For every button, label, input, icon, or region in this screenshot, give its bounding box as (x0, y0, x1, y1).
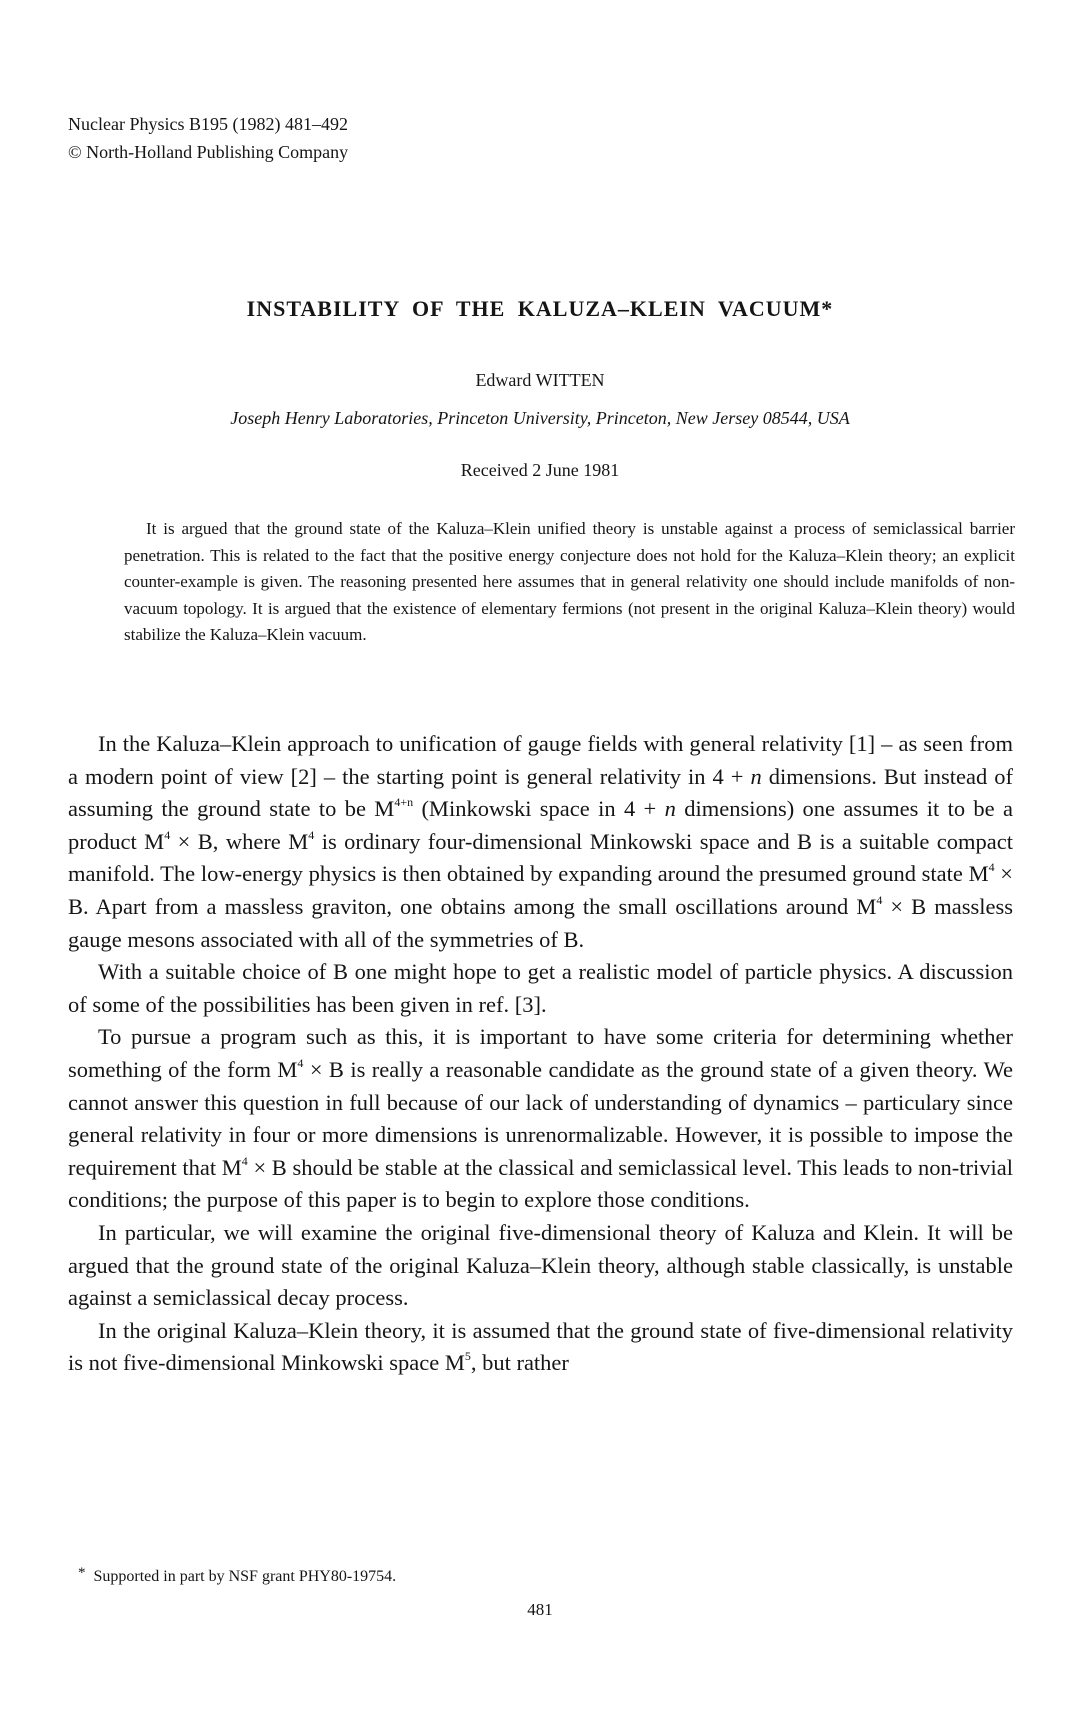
author-name: Edward WITTEN (475, 370, 605, 390)
footnote (78, 1565, 397, 1586)
received-date: Received 2 June 1981 (460, 460, 620, 480)
publisher-line: © North-Holland Publishing Company (68, 142, 349, 162)
footnote-text: Supported in part by NSF grant PHY80-19754. (93, 1568, 397, 1585)
paragraph-2: With a suitable choice of B one might hope to get a realistic model of particle physics. A discussion of some of the possibilities has been given in ref. [3]. (68, 959, 1013, 1017)
body-text (68, 728, 1013, 1380)
footnote-marker: * (78, 1565, 86, 1581)
paragraph-5: In the original Kaluza–Klein theory, it is assumed that the ground state of five-dimensional relativity is not five-dimensional Minkowski space $M^5$, but rather (68, 1317, 1013, 1376)
journal-line: Nuclear Physics B195 (1982) 481–492 (68, 114, 348, 134)
abstract: It is argued that the ground state of the Kaluza–Klein unified theory is unstable against a process of semiclassical barrier penetration. This is related to the fact that the positive energy conjecture does not hold for the Kaluza–Klein theory; an explicit counter-example is given. The reasoning presented here assumes that in general relativity one should include manifolds of non-vacuum topology. It is argued that the existence of elementary fermions (not present in the original Kaluza–Klein theory) would stabilize the Kaluza–Klein vacuum. (124, 519, 1015, 644)
paper-title: INSTABILITY OF THE KALUZA–KLEIN VACUUM* (246, 296, 834, 321)
page-number: 481 (527, 1600, 553, 1619)
paragraph-3: To pursue a program such as this, it is important to have some criteria for determining whether something of the form $M^4 \times B$ is really a reasonable candidate as the ground state of a given theory. We cannot answer this question in full because of our lack of understanding of dynamics – particulary since general relativity in four or more dimensions is unrenormalizable. However, it is possible to impose the requirement that $M^4 \times B$ should be stable at the classical and semiclassical level. This leads to non-trivial conditions; the purpose of this paper is to begin to explore those conditions. (68, 1024, 1013, 1213)
paragraph-1: In the Kaluza–Klein approach to unification of gauge fields with general relativity [1] – as seen from a modern point of view [2] – the starting point is general relativity in 4 + n dimensions. But instead of assuming the ground state to be $M^{4+n}$ (Minkowski space in 4 + n dimensions) one assumes it to be a product $M^4 \times B$, where $M^4$ is ordinary four-dimensional Minkowski space and B is a suitable compact manifold. The low-energy physics is then obtained by expanding around the presumed ground state $M^4 \times B$. Apart from a massless graviton, one obtains among the small oscillations around $M^4 \times B$ massless gauge mesons associated with all of the symmetries of B. (68, 731, 1014, 952)
journal-citation (68, 110, 348, 166)
paragraph-4: In particular, we will examine the original five-dimensional theory of Kaluza and Klein. It will be argued that the ground state of the original Kaluza–Klein theory, although stable classically, is unstable against a semiclassical decay process. (68, 1219, 1013, 1311)
author-affiliation: Joseph Henry Laboratories, Princeton University, Princeton, New Jersey 08544, USA (230, 408, 850, 428)
